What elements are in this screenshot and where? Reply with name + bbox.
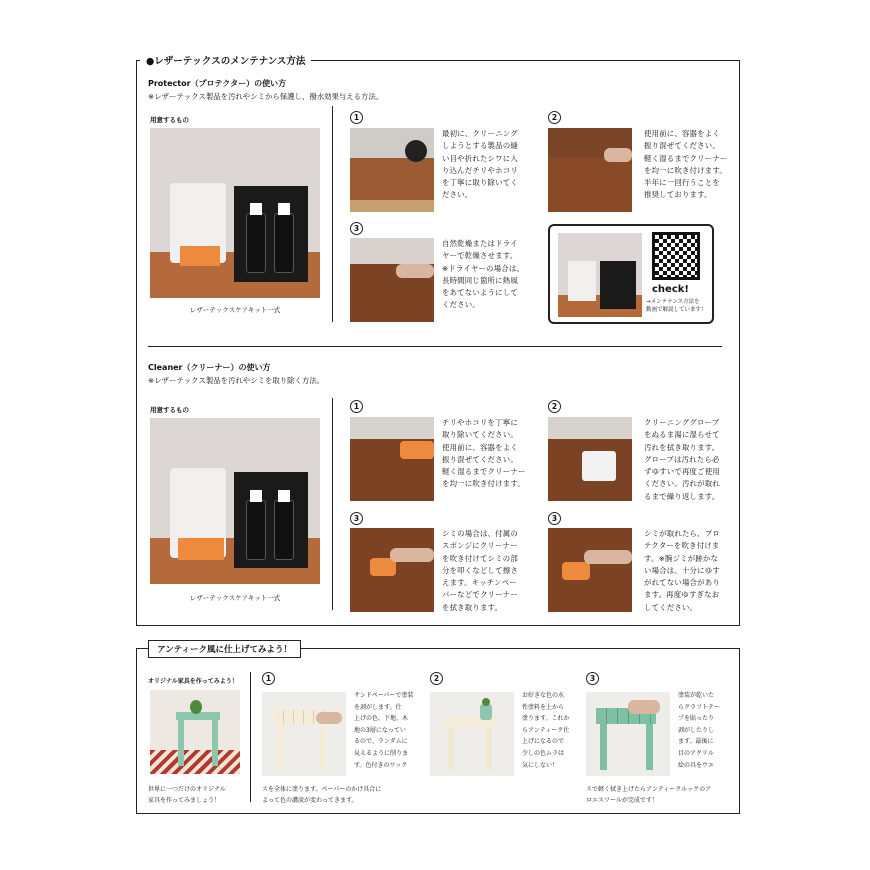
- antique-intro: 世界に一つだけのオリジナル 家具を作ってみましょう！: [148, 786, 226, 804]
- step-text: シミの場合は、付属の スポンジにクリーナー を吹き付けてシミの部 分を叩くなどして擦さ えます。キッチンペー パーなどでクリーナー を拭き取ります。: [442, 529, 518, 612]
- divider-vertical: [332, 106, 333, 322]
- kit-photo: [150, 418, 320, 584]
- qr-code-icon[interactable]: [652, 232, 700, 280]
- divider-vertical: [332, 398, 333, 610]
- divider-vertical: [250, 672, 251, 802]
- protector-subheading: ※レザーテックス製品を汚れやシミから保護し、撥水効果与える方法。: [148, 92, 384, 101]
- step-photo: [350, 417, 434, 501]
- step-photo: [548, 417, 632, 501]
- step-number: 3: [548, 512, 561, 525]
- step-text: お好きな色の水 性塗料を上から 塗ります。これか らアンティーク仕 上げになるので 少しの色ムラは 気にしない！: [522, 692, 570, 769]
- step-text-bottom: スを全体に塗ります。ペーパーのかけ具合に よって色の濃淡が変わってきます。: [262, 786, 382, 804]
- step-photo: [350, 128, 434, 212]
- protector-kit-caption: レザーテックスケアキット一式: [189, 306, 281, 314]
- step-text: 塗装が乾いた らクラフトテー プを貼ったり 剥がしたりし ます。最後に 目のアクリル 絵の具をウエ: [678, 692, 721, 769]
- step-text: 自然乾燥またはドライ ヤーで乾燥させます。 ※ドライヤーの場合は、 長時間同じ箇所に熱風 をあてないようにして ください。: [442, 239, 525, 310]
- step-text: クリーニンググローブ をぬるま湯に湿らせて 汚れを拭き取ります。 グローブは汚れたら必 ずゆすいで再度ご使用 ください。汚れが取れ るまで繰り返します。: [644, 418, 720, 501]
- cleaner-items-label: 用意するもの: [150, 406, 189, 414]
- step-text: 使用前に、容器をよく 振り混ぜてください。 軽く湿るまでクリーナー を均一に吹き付けます。 半年に一回行うことを 推奨しております。: [644, 129, 728, 200]
- check-kit-photo: [558, 233, 642, 317]
- cleaner-heading: Cleaner（クリーナー）の使い方: [148, 363, 271, 372]
- step-number: 1: [262, 672, 275, 685]
- antique-title: アンティーク風に仕上げてみよう！: [148, 640, 301, 658]
- kit-photo: [150, 128, 320, 298]
- step-photo: [350, 238, 434, 322]
- step-text: シミが取れたら、プロ テクターを吹き付けま す。※腕ジミが跡かな い場合は、十分にゆす がれてない場合があり ます。再度ゆすぎなお してください。: [644, 529, 720, 612]
- stool-photo: [262, 692, 346, 776]
- stool-photo: [150, 690, 240, 774]
- step-number: 3: [586, 672, 599, 685]
- step-number: 2: [548, 400, 561, 413]
- step-text: 最初に、クリーニング しようとする製品の縫 い目や折れたシワに入 り込んだチリやホコリ を丁寧に取り除いてく ださい。: [442, 129, 518, 200]
- main-title: ●レザーテックスのメンテナンス方法: [140, 53, 311, 67]
- step-number: 1: [350, 111, 363, 124]
- step-number: 2: [430, 672, 443, 685]
- stool-photo: [586, 692, 670, 776]
- step-number: 3: [350, 222, 363, 235]
- antique-sub-label: オリジナル家具を作ってみよう！: [148, 678, 238, 685]
- stool-photo: [430, 692, 514, 776]
- protector-heading: Protector（プロテクター）の使い方: [148, 79, 287, 88]
- step-number: 2: [548, 111, 561, 124]
- check-label: check!: [652, 284, 689, 295]
- section-divider: [148, 346, 722, 347]
- cleaner-kit-caption: レザーテックスケアキット一式: [189, 594, 281, 602]
- protector-items-label: 用意するもの: [150, 116, 189, 124]
- step-text-bottom: スで軽く拭き上げたらアンティークルックのア ロエスツールが完成です！: [586, 786, 712, 804]
- cleaner-subheading: ※レザーテックス製品を汚れやシミを取り除く方法。: [148, 376, 325, 385]
- step-number: 1: [350, 400, 363, 413]
- step-photo: [548, 128, 632, 212]
- check-text: →メンテナンス方法を 動画で解説しています！: [646, 299, 707, 313]
- step-text: サンドペーパーで塗装 を剥がします。仕 上げの色、下地、木 地の3層になってい るので、ランダムに 見えるように削りま す。色付きのワック: [354, 692, 414, 769]
- step-number: 3: [350, 512, 363, 525]
- step-photo: [548, 528, 632, 612]
- step-text: チリやホコリを丁寧に 取り除いてください。 使用前に、容器をよく 振り混ぜてください。 軽く湿るまでクリーナー を均一に吹き付けます。: [442, 418, 526, 489]
- step-photo: [350, 528, 434, 612]
